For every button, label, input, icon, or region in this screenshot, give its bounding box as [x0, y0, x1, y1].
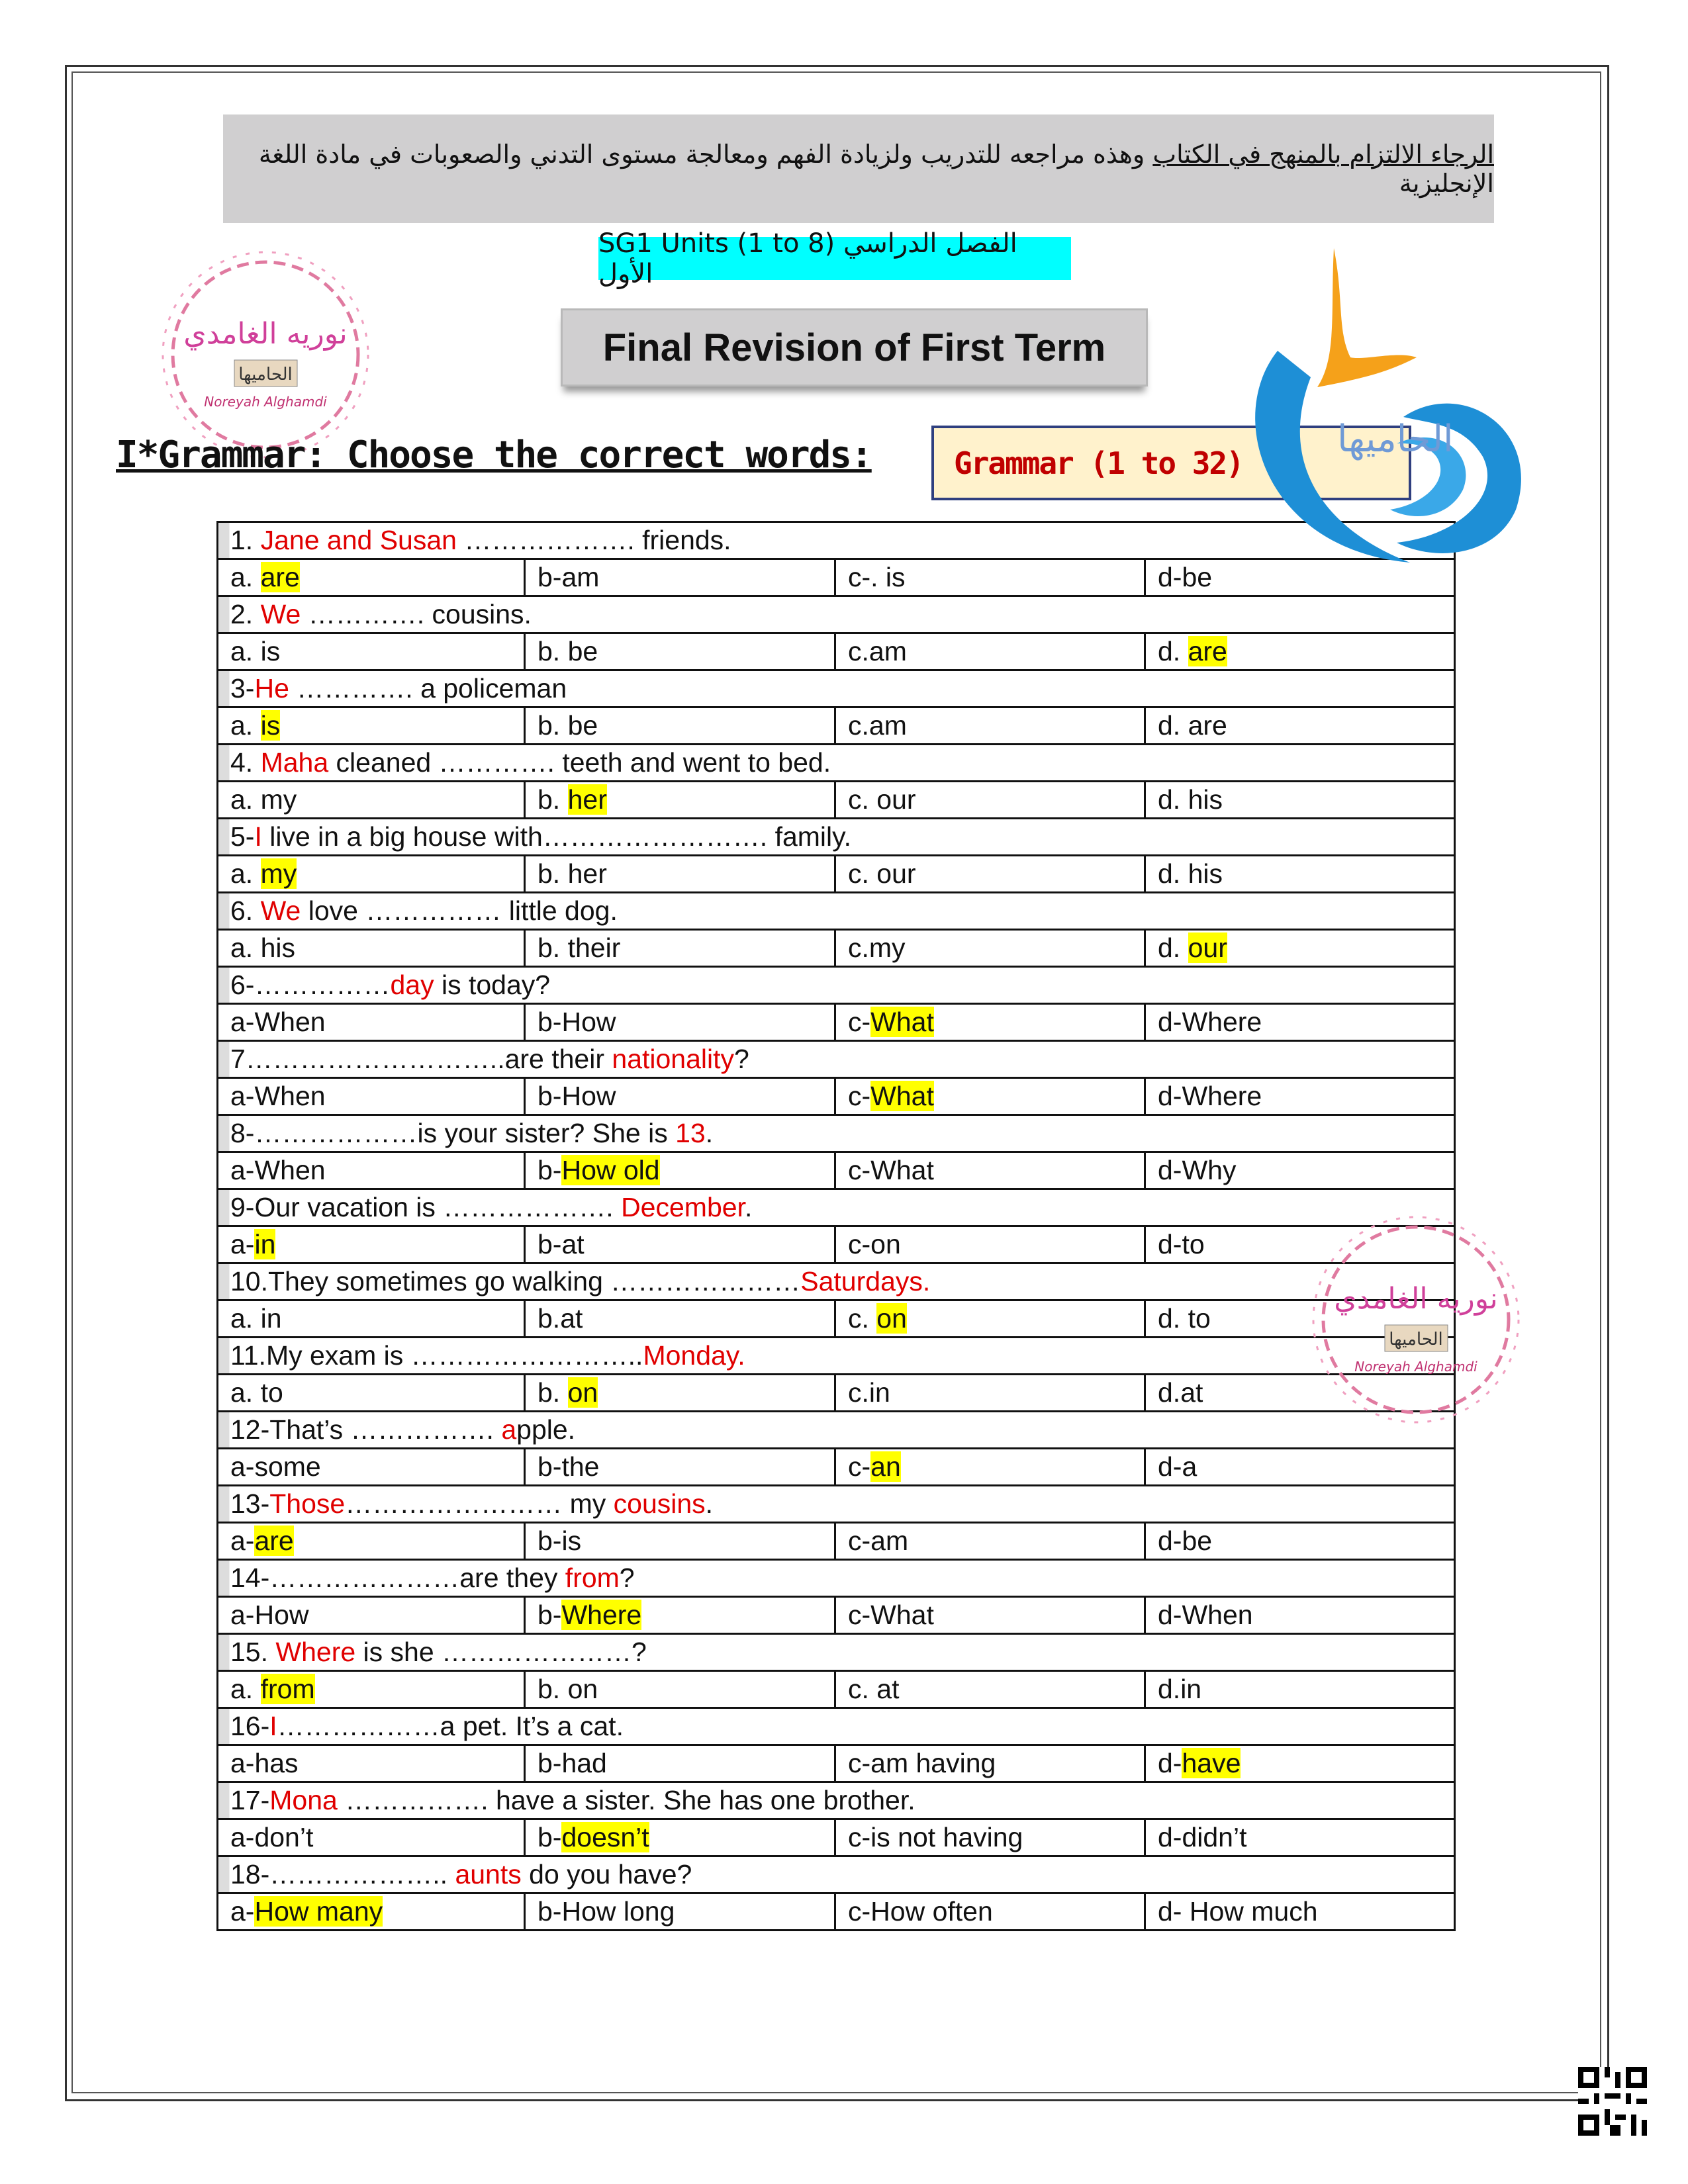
- question-row: [218, 670, 1455, 707]
- correct-answer-highlight: have: [1182, 1748, 1241, 1778]
- options-row: [218, 1004, 1455, 1041]
- option-label: c. our: [848, 784, 916, 815]
- options-row: [218, 1745, 1455, 1782]
- question-text: [218, 745, 1455, 782]
- option-a[interactable]: [218, 633, 525, 670]
- question-row: [218, 1486, 1455, 1523]
- units-label: SG1 Units (1 to 8) الفصل الدراسي الأول: [598, 237, 1071, 280]
- option-d[interactable]: [1145, 782, 1455, 819]
- option-label: d. to: [1158, 1303, 1211, 1334]
- question-keyword: I: [269, 1711, 277, 1741]
- question-keyword: Monday.: [643, 1340, 745, 1371]
- option-label: d-Why: [1158, 1155, 1237, 1185]
- option-label: c. at: [848, 1674, 900, 1704]
- option-label: d-Where: [1158, 1081, 1262, 1111]
- question-segment: …………. a policeman: [289, 673, 567, 704]
- option-d[interactable]: [1145, 856, 1455, 893]
- option-label: b-am: [538, 562, 600, 592]
- question-row: [218, 1338, 1455, 1375]
- question-keyword: Jane and Susan: [260, 525, 457, 555]
- option-label: c.am: [848, 710, 907, 741]
- bird-swirl-logo-icon: [1238, 245, 1536, 582]
- question-segment: ?: [734, 1044, 749, 1074]
- question-keyword: Where: [275, 1637, 356, 1667]
- option-a[interactable]: [218, 1078, 525, 1115]
- option-label: d. his: [1158, 858, 1223, 889]
- question-segment: 4.: [230, 747, 261, 778]
- question-row: [218, 1115, 1455, 1152]
- correct-answer-highlight: on: [876, 1303, 907, 1334]
- option-a[interactable]: [218, 1300, 525, 1338]
- question-text: [218, 1412, 1455, 1449]
- question-segment: 12-That’s …………….: [230, 1414, 502, 1445]
- option-b[interactable]: [525, 1523, 835, 1560]
- questions-table: [216, 521, 1456, 1931]
- option-label: b-How: [538, 1081, 616, 1111]
- option-label: a-When: [230, 1155, 326, 1185]
- question-segment: 10.They sometimes go walking …………………: [230, 1266, 801, 1297]
- instruction-banner: [223, 114, 1494, 223]
- option-c[interactable]: [835, 1671, 1145, 1708]
- question-text: [218, 1486, 1455, 1523]
- option-label: d.in: [1158, 1674, 1202, 1704]
- question-text: [218, 1560, 1455, 1597]
- option-c[interactable]: [835, 1523, 1145, 1560]
- question-segment: ?: [619, 1563, 635, 1593]
- wreath-logo-2-icon: [1302, 1206, 1530, 1433]
- option-label: a-has: [230, 1748, 299, 1778]
- question-segment: love …………… little dog.: [301, 895, 618, 926]
- option-b[interactable]: [525, 1375, 835, 1412]
- option-label: c-What: [848, 1155, 934, 1185]
- question-segment: live in a big house with……………………. family.: [261, 821, 851, 852]
- option-label: c-on: [848, 1229, 901, 1259]
- options-row: [218, 1819, 1455, 1856]
- question-text: [218, 967, 1455, 1004]
- option-label: a.: [230, 562, 261, 592]
- question-keyword: I: [254, 821, 262, 852]
- question-keyword: We: [260, 895, 301, 926]
- option-a[interactable]: [218, 559, 525, 596]
- option-a[interactable]: [218, 1671, 525, 1708]
- option-b[interactable]: [525, 1597, 835, 1634]
- question-segment: is she …………………?: [355, 1637, 647, 1667]
- correct-answer-highlight: our: [1188, 933, 1227, 963]
- option-label: b-How long: [538, 1896, 675, 1927]
- option-label: d-be: [1158, 1525, 1213, 1556]
- question-row: [218, 745, 1455, 782]
- option-d[interactable]: [1145, 1893, 1455, 1931]
- options-row: [218, 1152, 1455, 1189]
- option-label: a-: [230, 1229, 255, 1259]
- option-label: d-be: [1158, 562, 1213, 592]
- option-label: a-When: [230, 1081, 326, 1111]
- question-keyword: a: [501, 1414, 517, 1445]
- option-label: a.: [230, 858, 261, 889]
- option-label: c.am: [848, 636, 907, 666]
- correct-answer-highlight: What: [870, 1081, 934, 1111]
- option-a[interactable]: [218, 1449, 525, 1486]
- question-segment: 11.My exam is ……………………..: [230, 1340, 643, 1371]
- option-c[interactable]: [835, 1597, 1145, 1634]
- option-c[interactable]: [835, 633, 1145, 670]
- option-label: d-When: [1158, 1600, 1253, 1630]
- correct-answer-highlight: How old: [561, 1155, 660, 1185]
- page-title: Final Revision of First Term: [561, 308, 1148, 387]
- option-c[interactable]: [835, 1449, 1145, 1486]
- option-label: b-at: [538, 1229, 585, 1259]
- option-label: b.: [538, 784, 568, 815]
- correct-answer-highlight: doesn’t: [561, 1822, 649, 1852]
- option-d[interactable]: [1145, 1671, 1455, 1708]
- question-segment: .: [705, 1488, 714, 1519]
- banner-underlined-text: الرجاء الالتزام بالمنهج في الكتاب: [1152, 140, 1494, 169]
- correct-answer-highlight: What: [870, 1007, 934, 1037]
- options-row: [218, 1671, 1455, 1708]
- option-d[interactable]: [1145, 1819, 1455, 1856]
- question-keyword: Maha: [260, 747, 329, 778]
- option-label: d-didn’t: [1158, 1822, 1247, 1852]
- options-row: [218, 1449, 1455, 1486]
- option-label: a.: [230, 1674, 261, 1704]
- option-d[interactable]: [1145, 1449, 1455, 1486]
- question-keyword: He: [254, 673, 289, 704]
- question-segment: 13-: [230, 1488, 270, 1519]
- option-label: d- How much: [1158, 1896, 1318, 1927]
- option-label: b. their: [538, 933, 621, 963]
- option-a[interactable]: [218, 1152, 525, 1189]
- option-b[interactable]: [525, 930, 835, 967]
- option-label: d-a: [1158, 1451, 1197, 1482]
- options-row: [218, 1375, 1455, 1412]
- option-label: c.in: [848, 1377, 890, 1408]
- option-b[interactable]: [525, 559, 835, 596]
- question-segment: 15.: [230, 1637, 276, 1667]
- option-c[interactable]: [835, 1226, 1145, 1263]
- option-label: c-is not having: [848, 1822, 1023, 1852]
- question-segment: pple.: [516, 1414, 576, 1445]
- question-text: [218, 1634, 1455, 1671]
- option-label: b. her: [538, 858, 607, 889]
- option-label: c-What: [848, 1600, 934, 1630]
- question-keyword: 13: [675, 1118, 706, 1148]
- options-row: [218, 707, 1455, 745]
- question-row: [218, 819, 1455, 856]
- question-segment: …………………… my: [345, 1488, 614, 1519]
- correct-answer-highlight: are: [260, 562, 300, 592]
- option-a[interactable]: [218, 782, 525, 819]
- option-label: a. his: [230, 933, 295, 963]
- options-row: [218, 1226, 1455, 1263]
- question-row: [218, 1041, 1455, 1078]
- correct-answer-highlight: is: [260, 710, 281, 741]
- question-row: [218, 1782, 1455, 1819]
- option-c[interactable]: [835, 1152, 1145, 1189]
- question-text: [218, 1263, 1455, 1300]
- question-row: [218, 967, 1455, 1004]
- option-label: a.: [230, 710, 261, 741]
- question-segment: .: [744, 1192, 753, 1222]
- question-text: [218, 1189, 1455, 1226]
- option-label: a. is: [230, 636, 281, 666]
- option-label: d. his: [1158, 784, 1223, 815]
- swirl-logo-text: الحاميها: [1337, 418, 1454, 461]
- wreath-tag-ar-2: الحاميها: [1389, 1330, 1443, 1349]
- option-b[interactable]: [525, 1449, 835, 1486]
- option-b[interactable]: [525, 1671, 835, 1708]
- options-row: [218, 782, 1455, 819]
- option-c[interactable]: [835, 782, 1145, 819]
- question-segment: 3-: [230, 673, 255, 704]
- question-text: [218, 1041, 1455, 1078]
- wreath-name-en: Noreyah Alghamdi: [204, 394, 327, 410]
- question-text: [218, 670, 1455, 707]
- question-row: [218, 1634, 1455, 1671]
- question-segment: 17-: [230, 1785, 270, 1815]
- option-label: a-How: [230, 1600, 309, 1630]
- option-b[interactable]: [525, 1300, 835, 1338]
- option-b[interactable]: [525, 782, 835, 819]
- option-label: b.: [538, 1377, 568, 1408]
- question-keyword: nationality: [612, 1044, 735, 1074]
- option-a[interactable]: [218, 1597, 525, 1634]
- question-text: [218, 1115, 1455, 1152]
- question-text: [218, 819, 1455, 856]
- question-row: [218, 1708, 1455, 1745]
- wreath-tag-ar: الحاميها: [238, 365, 293, 385]
- option-d[interactable]: [1145, 1523, 1455, 1560]
- option-b[interactable]: [525, 1226, 835, 1263]
- option-b[interactable]: [525, 633, 835, 670]
- question-segment: 5-: [230, 821, 255, 852]
- option-c[interactable]: [835, 856, 1145, 893]
- option-c[interactable]: [835, 1375, 1145, 1412]
- option-b[interactable]: [525, 1745, 835, 1782]
- option-c[interactable]: [835, 1819, 1145, 1856]
- option-label: d-Where: [1158, 1007, 1262, 1037]
- correct-answer-highlight: Where: [561, 1600, 642, 1630]
- option-a[interactable]: [218, 1375, 525, 1412]
- option-d[interactable]: [1145, 930, 1455, 967]
- options-row: [218, 1523, 1455, 1560]
- option-a[interactable]: [218, 1819, 525, 1856]
- option-label: d-: [1158, 1748, 1182, 1778]
- correct-answer-highlight: an: [870, 1451, 901, 1482]
- question-row: [218, 1189, 1455, 1226]
- question-segment: 7………………………..are their: [230, 1044, 612, 1074]
- option-label: d.: [1158, 636, 1188, 666]
- option-label: c. our: [848, 858, 916, 889]
- option-d[interactable]: [1145, 1597, 1455, 1634]
- option-label: c.my: [848, 933, 906, 963]
- option-d[interactable]: [1145, 633, 1455, 670]
- wreath-name-en-2: Noreyah Alghamdi: [1354, 1359, 1477, 1375]
- question-keyword: Saturdays.: [800, 1266, 931, 1297]
- question-keyword: aunts: [455, 1859, 522, 1889]
- question-keyword: from: [565, 1563, 620, 1593]
- question-row: [218, 1560, 1455, 1597]
- option-a[interactable]: [218, 856, 525, 893]
- option-label: d.: [1158, 933, 1188, 963]
- question-keyword: cousins: [613, 1488, 706, 1519]
- option-label: c-: [848, 1081, 871, 1111]
- correct-answer-highlight: her: [567, 784, 607, 815]
- option-c[interactable]: [835, 1300, 1145, 1338]
- question-segment: 6.: [230, 895, 261, 926]
- option-label: b-: [538, 1600, 562, 1630]
- option-label: b. be: [538, 710, 598, 741]
- question-text: [218, 1856, 1455, 1893]
- option-label: a. my: [230, 784, 297, 815]
- options-row: [218, 1300, 1455, 1338]
- options-row: [218, 930, 1455, 967]
- question-keyword: day: [390, 970, 434, 1000]
- question-segment: ……………. have a sister. She has one brother.: [337, 1785, 915, 1815]
- correct-answer-highlight: are: [1188, 636, 1227, 666]
- option-label: a-When: [230, 1007, 326, 1037]
- option-label: c.: [848, 1303, 877, 1334]
- option-label: b.at: [538, 1303, 583, 1334]
- wreath-name-ar: نوريه الغامدي: [183, 317, 348, 351]
- question-segment: 6-……………: [230, 970, 391, 1000]
- question-segment: do you have?: [521, 1859, 692, 1889]
- question-segment: 8-………………is your sister? She is: [230, 1118, 676, 1148]
- option-label: d. are: [1158, 710, 1227, 741]
- options-row: [218, 1597, 1455, 1634]
- option-a[interactable]: [218, 1893, 525, 1931]
- options-row: [218, 1893, 1455, 1931]
- options-row: [218, 856, 1455, 893]
- question-segment: …………. cousins.: [301, 599, 532, 629]
- question-keyword: Those: [269, 1488, 346, 1519]
- question-segment: ………………. friends.: [456, 525, 731, 555]
- qr-code-icon: [1578, 2067, 1647, 2136]
- option-label: c-How often: [848, 1896, 993, 1927]
- option-label: a. in: [230, 1303, 282, 1334]
- option-label: b-: [538, 1155, 562, 1185]
- correct-answer-highlight: are: [254, 1525, 294, 1556]
- option-a[interactable]: [218, 707, 525, 745]
- question-text: [218, 893, 1455, 930]
- question-row: [218, 1856, 1455, 1893]
- option-label: a. to: [230, 1377, 283, 1408]
- option-c[interactable]: [835, 930, 1145, 967]
- question-row: [218, 596, 1455, 633]
- option-c[interactable]: [835, 707, 1145, 745]
- option-c[interactable]: [835, 1078, 1145, 1115]
- option-label: a-some: [230, 1451, 321, 1482]
- question-segment: ………………a pet. It’s a cat.: [277, 1711, 624, 1741]
- option-label: b-had: [538, 1748, 607, 1778]
- question-segment: 14-…………………are they: [230, 1563, 565, 1593]
- option-b[interactable]: [525, 1893, 835, 1931]
- correct-answer-highlight: from: [260, 1674, 315, 1704]
- option-label: a-: [230, 1896, 255, 1927]
- option-label: c-: [848, 1451, 871, 1482]
- option-label: d-to: [1158, 1229, 1205, 1259]
- option-b[interactable]: [525, 1078, 835, 1115]
- option-label: a-: [230, 1525, 255, 1556]
- question-segment: 18-………………..: [230, 1859, 455, 1889]
- option-b[interactable]: [525, 856, 835, 893]
- banner-text: وهذه مراجعه للتدريب ولزيادة الفهم ومعالجة مستوى التدني والصعوبات في مادة اللغة الإنجليزية: [258, 140, 1494, 198]
- option-c[interactable]: [835, 1893, 1145, 1931]
- option-label: b. on: [538, 1674, 598, 1704]
- question-segment: 16-: [230, 1711, 270, 1741]
- option-a[interactable]: [218, 1745, 525, 1782]
- option-b[interactable]: [525, 707, 835, 745]
- question-keyword: We: [260, 599, 301, 629]
- option-b[interactable]: [525, 1819, 835, 1856]
- correct-answer-highlight: How many: [254, 1896, 383, 1927]
- option-a[interactable]: [218, 1226, 525, 1263]
- option-d[interactable]: [1145, 1004, 1455, 1041]
- question-segment: 9-Our vacation is ……………….: [230, 1192, 622, 1222]
- question-segment: is today?: [434, 970, 551, 1000]
- option-c[interactable]: [835, 559, 1145, 596]
- question-text: [218, 1338, 1455, 1375]
- option-d[interactable]: [1145, 1152, 1455, 1189]
- question-text: [218, 1782, 1455, 1819]
- option-label: b-the: [538, 1451, 600, 1482]
- options-row: [218, 633, 1455, 670]
- option-label: b-: [538, 1822, 562, 1852]
- correct-answer-highlight: on: [567, 1377, 598, 1408]
- question-row: [218, 1263, 1455, 1300]
- option-label: c-am having: [848, 1748, 996, 1778]
- option-label: b. be: [538, 636, 598, 666]
- question-keyword: Mona: [269, 1785, 338, 1815]
- options-row: [218, 1078, 1455, 1115]
- correct-answer-highlight: my: [260, 858, 297, 889]
- correct-answer-highlight: in: [254, 1229, 276, 1259]
- question-segment: 1.: [230, 525, 261, 555]
- option-d[interactable]: [1145, 1745, 1455, 1782]
- question-row: [218, 893, 1455, 930]
- option-label: a-don’t: [230, 1822, 314, 1852]
- option-d[interactable]: [1145, 707, 1455, 745]
- option-b[interactable]: [525, 1004, 835, 1041]
- question-text: [218, 596, 1455, 633]
- option-label: c-: [848, 1007, 871, 1037]
- option-a[interactable]: [218, 1004, 525, 1041]
- question-segment: cleaned …………. teeth and went to bed.: [328, 747, 831, 778]
- option-label: c-. is: [848, 562, 906, 592]
- option-label: b-is: [538, 1525, 582, 1556]
- question-keyword: December: [621, 1192, 745, 1222]
- option-c[interactable]: [835, 1004, 1145, 1041]
- option-label: b-How: [538, 1007, 616, 1037]
- option-c[interactable]: [835, 1745, 1145, 1782]
- grammar-range-box: Grammar (1 to 32): [931, 426, 1411, 500]
- option-label: c-am: [848, 1525, 909, 1556]
- option-b[interactable]: [525, 1152, 835, 1189]
- option-d[interactable]: [1145, 1078, 1455, 1115]
- question-row: [218, 1412, 1455, 1449]
- question-segment: 2.: [230, 599, 261, 629]
- wreath-name-ar-2: نوريه الغامدي: [1334, 1282, 1498, 1316]
- option-a[interactable]: [218, 1523, 525, 1560]
- section-heading: I*Grammar: Choose the correct words:: [116, 433, 872, 477]
- option-label: d.at: [1158, 1377, 1203, 1408]
- question-text: [218, 1708, 1455, 1745]
- option-a[interactable]: [218, 930, 525, 967]
- question-segment: .: [705, 1118, 714, 1148]
